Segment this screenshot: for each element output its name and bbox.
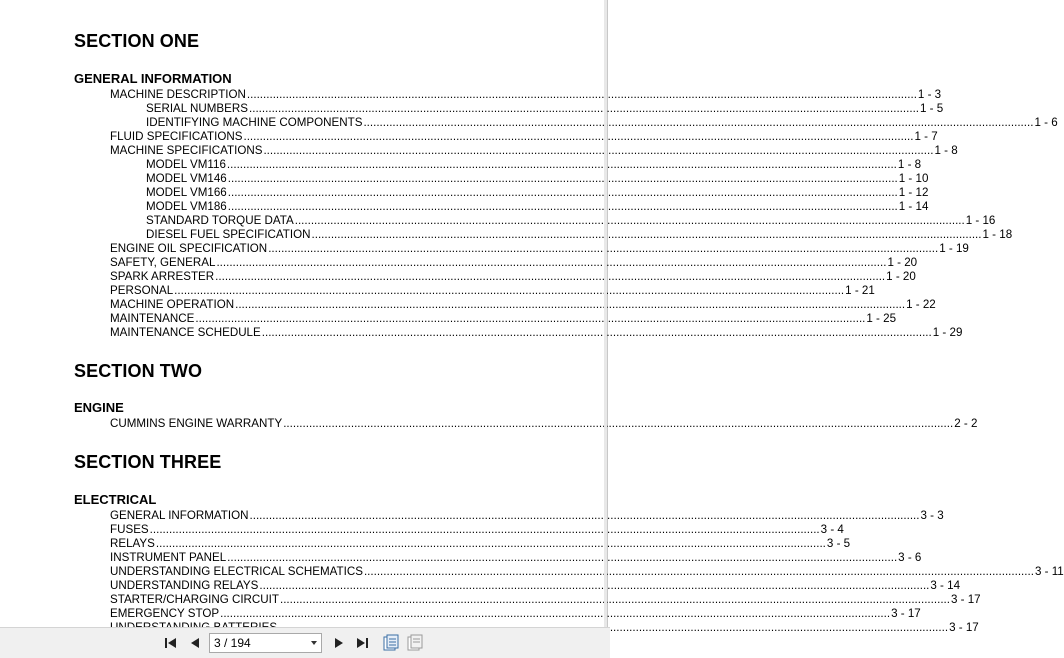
toc-entry-label: MACHINE SPECIFICATIONS (110, 144, 263, 157)
dot-leader (364, 565, 1034, 579)
toc-entry[interactable] (74, 116, 1058, 130)
toc-entry-page: 1 - 21 (845, 284, 875, 297)
dot-leader (195, 312, 865, 326)
toc-entry-label: SPARK ARRESTER (110, 270, 215, 283)
dot-leader (228, 186, 898, 200)
dot-leader (250, 509, 920, 523)
toc-entry-label: MACHINE OPERATION (110, 298, 235, 311)
dot-leader (228, 172, 898, 186)
toc-entry-page: 1 - 19 (939, 242, 969, 255)
toc-entry-page: 1 - 6 (1034, 116, 1058, 129)
toc-list (74, 417, 978, 431)
toc-entry[interactable] (74, 144, 958, 158)
toc-entry-label: RELAYS (110, 537, 155, 550)
toc-entry-label: STARTER/CHARGING CIRCUIT (110, 593, 279, 606)
two-page-view-icon[interactable] (406, 634, 424, 652)
toc-entry[interactable] (74, 579, 961, 593)
toc-entry[interactable] (74, 523, 844, 537)
toc-entry-page: 3 - 4 (820, 523, 844, 536)
toc-entry-page: 1 - 16 (965, 214, 996, 227)
dot-leader (263, 144, 933, 158)
toc-entry-label: UNDERSTANDING RELAYS (110, 579, 259, 592)
dot-leader (220, 607, 890, 621)
toc-entry[interactable] (74, 284, 875, 298)
section-title: SECTION ONE (74, 31, 200, 51)
toc-entry[interactable] (74, 186, 929, 200)
page-navigation-toolbar (0, 627, 610, 658)
toc-entry-label: ENGINE OIL SPECIFICATION (110, 242, 268, 255)
toc-entry[interactable] (74, 537, 851, 551)
toc-entry-page: 1 - 29 (932, 326, 963, 339)
dot-leader (150, 523, 820, 537)
toc-entry[interactable] (74, 509, 944, 523)
toc-entry-label: DIESEL FUEL SPECIFICATION (146, 228, 311, 241)
toc-entry-label: CUMMINS ENGINE WARRANTY (110, 417, 283, 430)
toc-entry-label: SAFETY, GENERAL (110, 256, 216, 269)
toc-entry[interactable] (74, 172, 929, 186)
toc-entry-page: 1 - 20 (887, 256, 918, 269)
toc-entry-label: MODEL VM186 (146, 200, 227, 213)
dot-leader (243, 130, 913, 144)
toc-entry[interactable] (74, 607, 921, 621)
toc-entry-label: SERIAL NUMBERS (146, 102, 249, 115)
toc-entry-page: 1 - 20 (886, 270, 916, 283)
toc-list (74, 88, 1058, 340)
section-subheading: GENERAL INFORMATION (74, 71, 232, 86)
dot-leader (259, 579, 929, 593)
toc-entry-label: PERSONAL (110, 284, 174, 297)
toc-entry-label: UNDERSTANDING ELECTRICAL SCHEMATICS (110, 565, 363, 578)
page-indicator: 3 / 194 (214, 636, 251, 650)
vertical-scrollbar[interactable] (604, 0, 607, 627)
toc-entry-page: 3 - 5 (826, 537, 851, 550)
toc-entry[interactable] (74, 298, 936, 312)
toc-entry-label: STANDARD TORQUE DATA (146, 214, 294, 227)
toc-entry-page: 1 - 14 (898, 200, 929, 213)
next-page-icon[interactable] (332, 636, 346, 650)
dot-leader (249, 102, 919, 116)
dot-leader (235, 298, 905, 312)
dot-leader (227, 551, 897, 565)
chevron-down-icon (311, 641, 317, 645)
toc-entry-page: 3 - 3 (920, 509, 944, 522)
toc-entry[interactable] (74, 200, 929, 214)
dot-leader (174, 284, 844, 298)
section-title: SECTION THREE (74, 452, 222, 472)
toc-entry-page: 1 - 12 (898, 186, 929, 199)
toc-entry[interactable] (74, 593, 981, 607)
dot-leader (363, 116, 1033, 130)
toc-entry-label: MACHINE DESCRIPTION (110, 88, 246, 101)
toc-entry-page: 3 - 17 (950, 593, 981, 606)
toc-entry-page: 1 - 8 (934, 144, 958, 157)
toc-entry-label: INSTRUMENT PANEL (110, 551, 227, 564)
toc-entry-page: 1 - 5 (920, 102, 944, 115)
toc-entry-page: 2 - 2 (954, 417, 978, 430)
toc-entry[interactable] (74, 270, 916, 284)
toc-entry[interactable] (74, 242, 969, 256)
page-number-select[interactable] (209, 633, 322, 653)
toc-entry[interactable] (74, 312, 897, 326)
toc-entry-page: 3 - 11 (1034, 565, 1064, 578)
dot-leader (262, 326, 932, 340)
toc-list (74, 509, 1064, 635)
toc-entry-label: MODEL VM116 (146, 158, 226, 171)
toc-entry[interactable] (74, 256, 918, 270)
toc-entry[interactable] (74, 228, 1013, 242)
toc-entry-page: 1 - 3 (917, 88, 942, 101)
dot-leader (283, 417, 953, 431)
toc-entry-page: 3 - 17 (949, 621, 979, 634)
toc-entry-page: 1 - 7 (914, 130, 938, 143)
dot-leader (295, 214, 965, 228)
toc-entry-label: IDENTIFYING MACHINE COMPONENTS (146, 116, 363, 129)
dot-leader (228, 200, 898, 214)
dot-leader (280, 593, 950, 607)
toc-entry[interactable] (74, 88, 942, 102)
toc-entry-label: MAINTENANCE SCHEDULE (110, 326, 261, 339)
previous-page-icon[interactable] (188, 636, 202, 650)
toc-entry-label: FUSES (110, 523, 149, 536)
dot-leader (312, 228, 982, 242)
toc-entry-label: MODEL VM146 (146, 172, 227, 185)
toc-page (74, 30, 1064, 635)
toc-entry-page: 1 - 10 (898, 172, 929, 185)
toc-entry-label: GENERAL INFORMATION (110, 509, 249, 522)
dot-leader (247, 88, 917, 102)
toc-entry-label: EMERGENCY STOP (110, 607, 220, 620)
toc-entry-page: 3 - 6 (898, 551, 922, 564)
toc-entry[interactable] (74, 130, 938, 144)
toc-entry[interactable] (74, 158, 922, 172)
first-page-icon[interactable] (164, 636, 178, 650)
toc-entry-page: 1 - 22 (906, 298, 936, 311)
toc-entry[interactable] (74, 565, 1064, 579)
toc-entry-label: FLUID SPECIFICATIONS (110, 130, 243, 143)
toc-entry-page: 3 - 17 (891, 607, 921, 620)
dot-leader (216, 256, 886, 270)
toc-entry-label: MODEL VM166 (146, 186, 227, 199)
dot-leader (215, 270, 885, 284)
toc-entry[interactable] (74, 326, 963, 340)
section-subheading: ELECTRICAL (74, 492, 157, 507)
toc-entry-page: 3 - 14 (930, 579, 961, 592)
toc-entry[interactable] (74, 417, 978, 431)
dot-leader (156, 537, 826, 551)
toc-entry[interactable] (74, 551, 922, 565)
toc-entry-page: 1 - 18 (982, 228, 1013, 241)
section-subheading: ENGINE (74, 400, 124, 415)
toc-entry[interactable] (74, 102, 944, 116)
toc-entry-page: 1 - 8 (897, 158, 922, 171)
toc-entry-page: 1 - 25 (866, 312, 897, 325)
single-page-view-icon[interactable] (382, 634, 400, 652)
toc-entry-label: MAINTENANCE (110, 312, 195, 325)
section-title: SECTION TWO (74, 361, 203, 381)
last-page-icon[interactable] (355, 636, 369, 650)
dot-leader (227, 158, 897, 172)
toc-entry[interactable] (74, 214, 996, 228)
